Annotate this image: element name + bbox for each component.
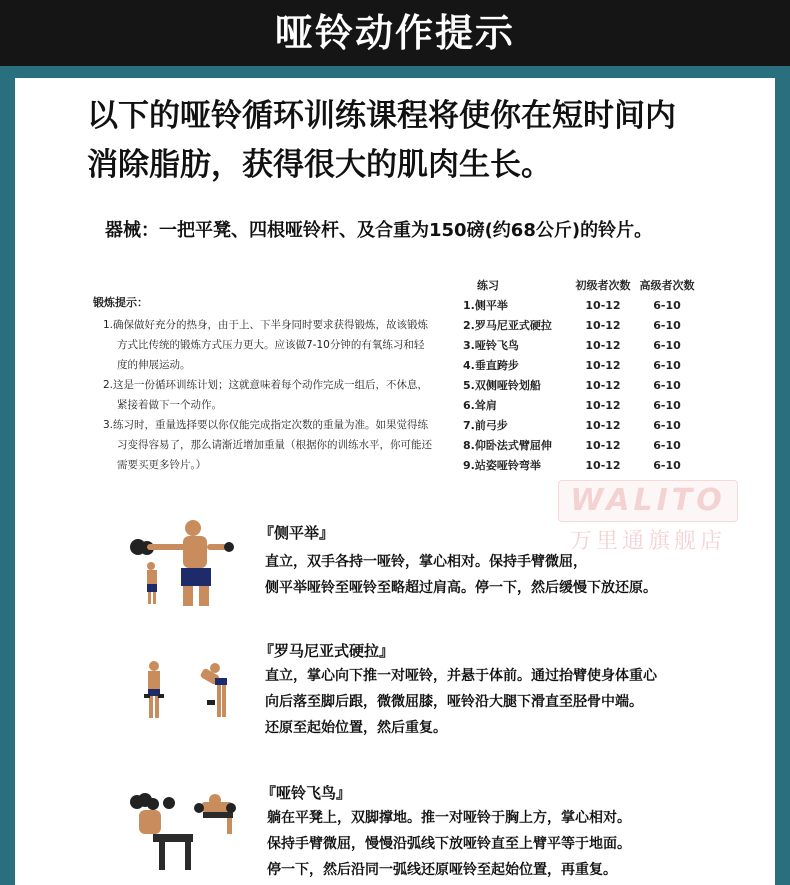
description-line: 保持手臂微屈，慢慢沿弧线下放哑铃直至上臂平等于地面。	[267, 836, 631, 852]
exercise-name: 1.侧平举	[463, 299, 508, 312]
exercise-name: 8.仰卧法式臂屈伸	[463, 439, 552, 452]
beginner-reps: 10-12	[585, 439, 621, 452]
description-line: 还原至起始位置，然后重复。	[265, 720, 447, 736]
column-header-exercise: 练习	[477, 279, 499, 292]
watermark-logo: WALITO	[558, 480, 738, 522]
romanian-deadlift-illustration	[139, 658, 249, 720]
header-bar	[0, 0, 790, 66]
description-line: 侧平举哑铃至哑铃至略超过肩高。停一下，然后缓慢下放还原。	[265, 580, 657, 596]
advanced-reps: 6-10	[653, 459, 681, 472]
divider-strip	[0, 66, 790, 78]
advanced-reps: 6-10	[653, 299, 681, 312]
tip-item: 2.这是一份循环训练计划；这就意味着每个动作完成一组后，不休息，紧接着做下一个动作。	[103, 379, 429, 411]
description-line: 直立，掌心向下推一对哑铃，并悬于体前。通过抬臂使身体重心	[265, 668, 657, 684]
description-line: 躺在平凳上，双脚撑地。推一对哑铃于胸上方，掌心相对。	[267, 810, 631, 826]
exercise-romanian-deadlift	[259, 640, 657, 741]
exercise-title: 『罗马尼亚式硬拉』	[259, 642, 395, 660]
description-line: 直立，双手各持一哑铃，掌心相对。保持手臂微屈，	[265, 554, 587, 570]
tips-list	[103, 315, 433, 475]
table-row	[463, 376, 699, 396]
exercise-name: 9.站姿哑铃弯举	[463, 459, 541, 472]
content-panel	[15, 78, 775, 885]
table-row	[463, 316, 699, 336]
exercise-name: 7.前弓步	[463, 419, 508, 432]
beginner-reps: 10-12	[585, 459, 621, 472]
beginner-reps: 10-12	[585, 299, 621, 312]
table-row	[463, 296, 699, 316]
watermark-store-name: 万里通旗舰店	[569, 529, 726, 554]
dumbbell-fly-illustration	[123, 790, 245, 885]
column-header-beginner: 初级者次数	[575, 279, 631, 292]
table-row	[463, 336, 699, 356]
exercise-name: 3.哑铃飞鸟	[463, 339, 519, 352]
table-row	[463, 356, 699, 376]
beginner-reps: 10-12	[585, 319, 621, 332]
beginner-reps: 10-12	[585, 339, 621, 352]
beginner-reps: 10-12	[585, 419, 621, 432]
headline-line-2: 消除脂肪，获得很大的肌肉生长。	[87, 147, 552, 183]
beginner-reps: 10-12	[585, 359, 621, 372]
description-line: 停一下，然后沿同一弧线还原哑铃至起始位置，再重复。	[267, 862, 617, 878]
table-row	[463, 436, 699, 456]
advanced-reps: 6-10	[653, 439, 681, 452]
headline	[87, 92, 676, 190]
exercise-name: 6.耸肩	[463, 399, 497, 412]
equipment-note: 器械：一把平凳、四根哑铃杆、及合重为150磅(约68公斤)的铃片。	[105, 220, 653, 241]
exercise-name: 5.双侧哑铃划船	[463, 379, 541, 392]
advanced-reps: 6-10	[653, 379, 681, 392]
exercise-dumbbell-fly	[261, 782, 631, 883]
table-row	[463, 456, 699, 476]
page-title: 哑铃动作提示	[274, 11, 515, 55]
column-header-advanced: 高级者次数	[639, 279, 695, 292]
tip-item: 3.练习时，重量选择要以你仅能完成指定次数的重量为准。如果觉得练习变得容易了，那么请渐近增加重量（根据你的训练水平，你可能还需要买更多铃片。）	[103, 419, 432, 471]
description-line: 向后落至脚后跟，微微屈膝，哑铃沿大腿下滑直至胫骨中端。	[265, 694, 643, 710]
lateral-raise-illustration	[123, 514, 243, 606]
beginner-reps: 10-12	[585, 399, 621, 412]
exercise-title: 『侧平举』	[259, 524, 335, 542]
advanced-reps: 6-10	[653, 359, 681, 372]
exercise-description	[267, 805, 631, 883]
advanced-reps: 6-10	[653, 419, 681, 432]
exercise-title: 『哑铃飞鸟』	[261, 784, 352, 802]
exercise-lateral-raise	[259, 522, 657, 601]
table-header-row	[463, 276, 699, 296]
exercise-description	[265, 663, 657, 741]
headline-line-1: 以下的哑铃循环训练课程将使你在短时间内	[87, 98, 676, 134]
advanced-reps: 6-10	[653, 339, 681, 352]
advanced-reps: 6-10	[653, 399, 681, 412]
exercise-name: 4.垂直跨步	[463, 359, 519, 372]
schedule-table	[463, 276, 699, 476]
advanced-reps: 6-10	[653, 319, 681, 332]
exercise-name: 2.罗马尼亚式硬拉	[463, 319, 552, 332]
tips-title: 锻炼提示：	[93, 296, 148, 309]
exercise-description	[265, 549, 657, 601]
table-row	[463, 416, 699, 436]
tip-item: 1.确保做好充分的热身，由于上、下半身同时要求获得锻炼，故该锻炼方式比传统的锻炼方式压力更大。应该做7-10分钟的有氧练习和轻度的伸展运动。	[103, 319, 429, 371]
table-row	[463, 396, 699, 416]
beginner-reps: 10-12	[585, 379, 621, 392]
